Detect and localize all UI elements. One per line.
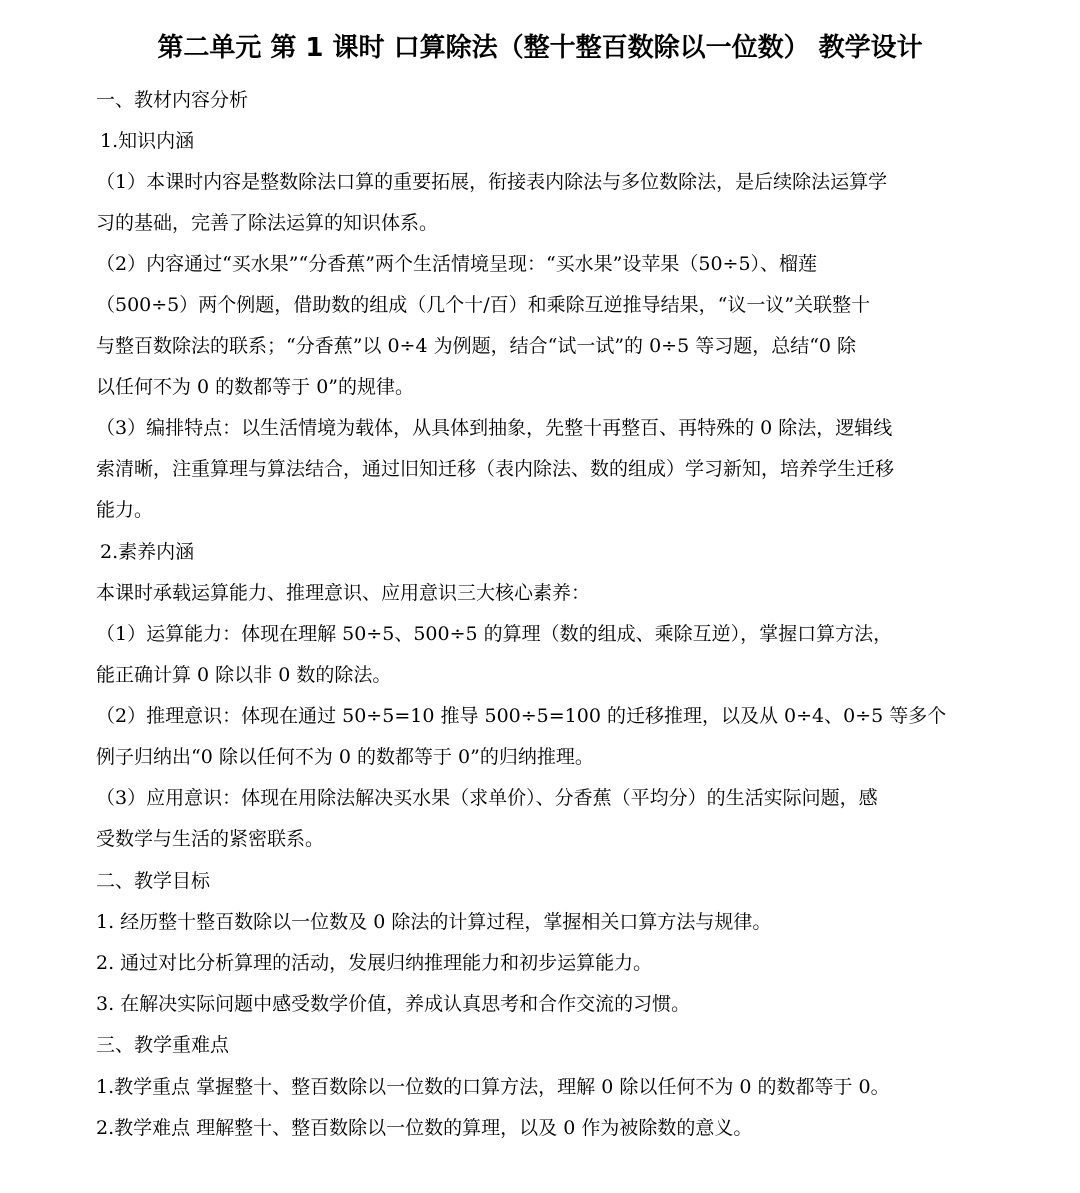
paragraph-line: 与整百数除法的联系；“分香蕉”以 0÷4 为例题，结合“试一试”的 0÷5 等习题，总结“0 除 [96, 335, 857, 357]
paragraph-line: 以任何不为 0 的数都等于 0”的规律。 [96, 376, 415, 398]
subheading-literacy: 2.素养内涵 [100, 541, 195, 563]
goal-item: 1. 经历整十整百数除以一位数及 0 除法的计算过程，掌握相关口算方法与规律。 [96, 911, 772, 933]
paragraph-line: 索清晰，注重算理与算法结合，通过旧知迁移（表内除法、数的组成）学习新知，培养学生迁移 [96, 458, 895, 480]
goal-item: 2. 通过对比分析算理的活动，发展归纳推理能力和初步运算能力。 [96, 952, 653, 974]
subheading-knowledge: 1.知识内涵 [100, 130, 195, 152]
paragraph-line: （1）运算能力：体现在理解 50÷5、500÷5 的算理（数的组成、乘除互逆），掌握口算方法， [96, 623, 893, 645]
paragraph-line: （500÷5）两个例题，借助数的组成（几个十/百）和乘除互逆推导结果，“议一议”关联整十 [96, 294, 871, 316]
paragraph-line: （2）内容通过“买水果”“分香蕉”两个生活情境呈现：“买水果”设苹果（50÷5）、榴莲 [96, 253, 818, 275]
paragraph-line: 习的基础，完善了除法运算的知识体系。 [96, 212, 439, 234]
difficulty-item: 2.教学难点 理解整十、整百数除以一位数的算理，以及 0 作为被除数的意义。 [96, 1117, 753, 1139]
paragraph-line: 例子归纳出“0 除以任何不为 0 的数都等于 0”的归纳推理。 [96, 746, 594, 768]
document-title: 第二单元 第 1 课时 口算除法（整十整百数除以一位数） 教学设计 [157, 33, 923, 63]
paragraph-line: （3）编排特点：以生活情境为载体，从具体到抽象，先整十再整百、再特殊的 0 除法，逻辑线 [96, 417, 893, 439]
paragraph-line: （2）推理意识：体现在通过 50÷5=10 推导 500÷5=100 的迁移推理，以及从 0÷4、0÷5 等多个 [96, 705, 947, 727]
paragraph-line: 本课时承载运算能力、推理意识、应用意识三大核心素养： [96, 582, 591, 604]
paragraph-line: 能力。 [96, 499, 154, 521]
paragraph-line: （1）本课时内容是整数除法口算的重要拓展，衔接表内除法与多位数除法，是后续除法运算学 [96, 171, 888, 193]
section-heading-teaching-goals: 二、教学目标 [96, 870, 211, 892]
section-heading-key-points: 三、教学重难点 [96, 1034, 230, 1056]
paragraph-line: 能正确计算 0 除以非 0 数的除法。 [96, 664, 392, 686]
paragraph-line: （3）应用意识：体现在用除法解决买水果（求单价）、分香蕉（平均分）的生活实际问题，感 [96, 787, 878, 809]
paragraph-line: 受数学与生活的紧密联系。 [96, 828, 325, 850]
key-point-item: 1.教学重点 掌握整十、整百数除以一位数的口算方法，理解 0 除以任何不为 0 的数都等于 0。 [96, 1076, 890, 1098]
section-heading-textbook-analysis: 一、教材内容分析 [96, 89, 249, 111]
goal-item: 3. 在解决实际问题中感受数学价值，养成认真思考和合作交流的习惯。 [96, 993, 691, 1015]
